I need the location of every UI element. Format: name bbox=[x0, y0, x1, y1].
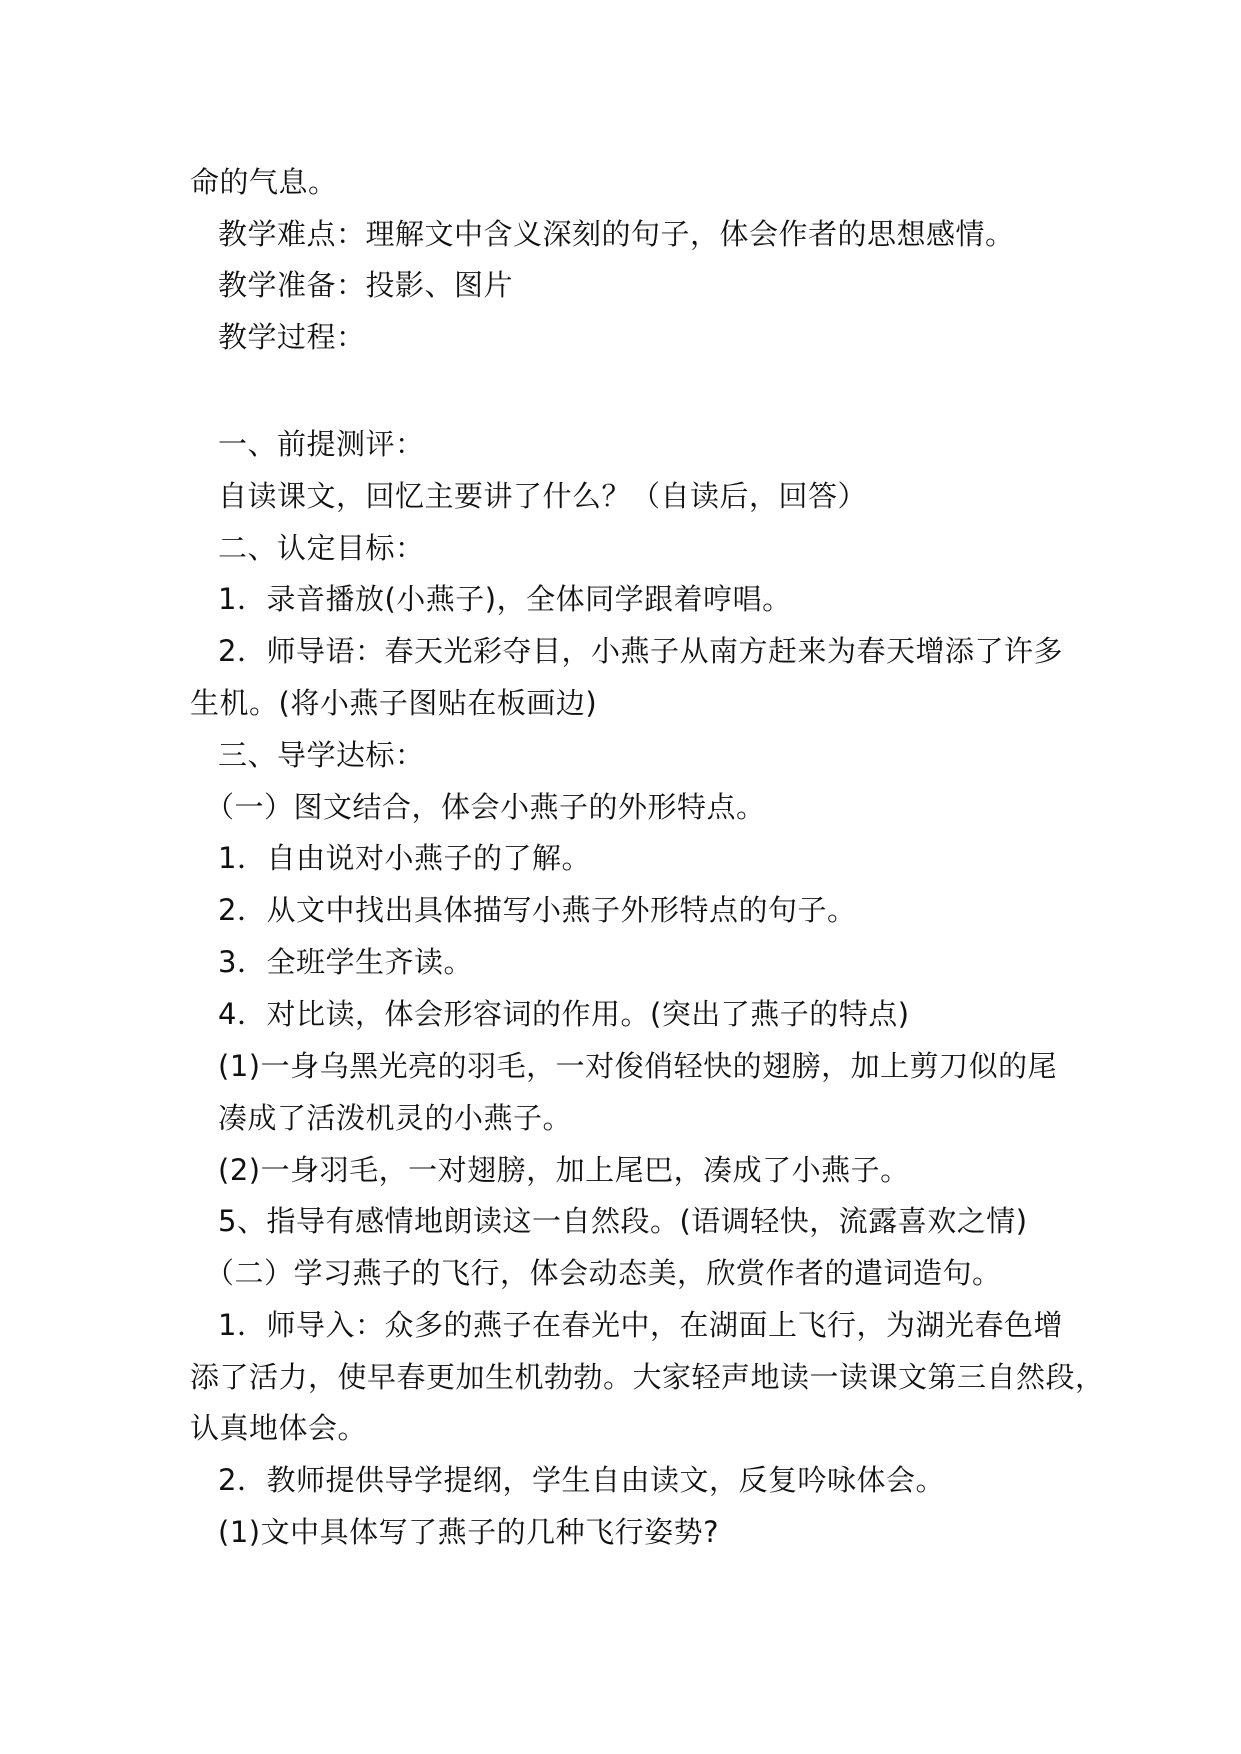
list-item: (1)一身乌黑光亮的羽毛，一对俊俏轻快的翅膀，加上剪刀似的尾 bbox=[218, 1049, 1058, 1083]
subsection-heading: （二）学习燕子的飞行，体会动态美，欣赏作者的遣词造句。 bbox=[205, 1256, 1002, 1290]
text-line: 添了活力，使早春更加生机勃勃。大家轻声地读一读课文第三自然段， bbox=[190, 1360, 1105, 1394]
text-line: 教学难点：理解文中含义深刻的句子，体会作者的思想感情。 bbox=[218, 217, 1015, 251]
text-line: 凑成了活泼机灵的小燕子。 bbox=[218, 1101, 573, 1135]
list-item: 2．教师提供导学提纲，学生自由读文，反复吟咏体会。 bbox=[218, 1463, 945, 1497]
section-heading: 三、导学达标： bbox=[218, 738, 425, 772]
list-item: (1)文中具体写了燕子的几种飞行姿势? bbox=[218, 1515, 719, 1549]
section-heading: 二、认定目标： bbox=[218, 531, 425, 565]
list-item: 1．录音播放(小燕子)，全体同学跟着哼唱。 bbox=[218, 582, 792, 616]
text-line: 教学过程： bbox=[218, 320, 366, 354]
text-line: 教学准备：投影、图片 bbox=[218, 268, 514, 302]
section-heading: 一、前提测评： bbox=[218, 427, 425, 461]
list-item: 2．从文中找出具体描写小燕子外形特点的句子。 bbox=[218, 893, 857, 927]
list-item: 5、指导有感情地朗读这一自然段。(语调轻快，流露喜欢之情) bbox=[218, 1204, 1028, 1238]
list-item: 4．对比读，体会形容词的作用。(突出了燕子的特点) bbox=[218, 997, 910, 1031]
list-item: 1．自由说对小燕子的了解。 bbox=[218, 841, 591, 875]
list-item: 1．师导入：众多的燕子在春光中，在湖面上飞行，为湖光春色增 bbox=[218, 1308, 1063, 1342]
list-item: 3．全班学生齐读。 bbox=[218, 945, 473, 979]
subsection-heading: （一）图文结合，体会小燕子的外形特点。 bbox=[205, 790, 766, 824]
text-line: 认真地体会。 bbox=[190, 1411, 368, 1445]
list-item: 2．师导语：春天光彩夺目，小燕子从南方赶来为春天增添了许多 bbox=[218, 634, 1063, 668]
text-line: 命的气息。 bbox=[190, 165, 338, 199]
text-line: 生机。(将小燕子图贴在板画边) bbox=[190, 686, 598, 720]
text-line: 自读课文，回忆主要讲了什么？（自读后，回答） bbox=[218, 479, 868, 513]
list-item: (2)一身羽毛，一对翅膀，加上尾巴，凑成了小燕子。 bbox=[218, 1153, 910, 1187]
